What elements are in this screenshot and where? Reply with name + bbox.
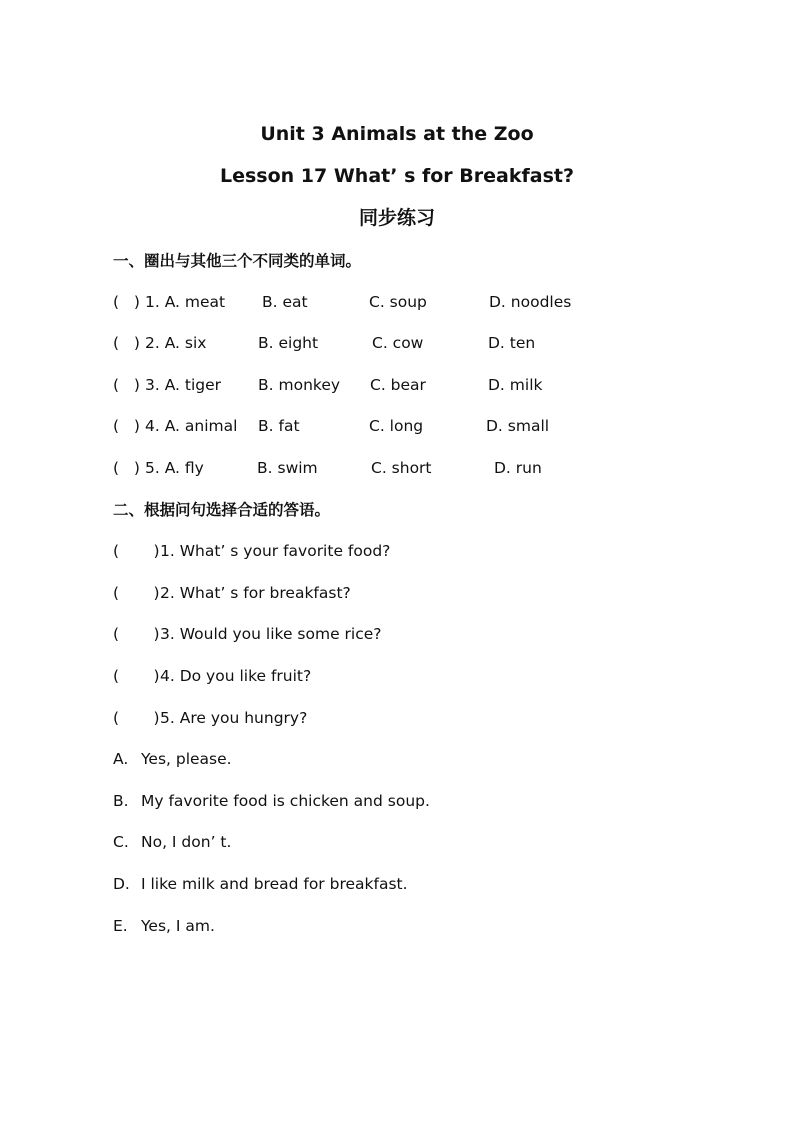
- question-option-d: D. milk: [488, 376, 543, 394]
- question-option-c: C. bear: [370, 376, 426, 394]
- answer-bracket[interactable]: ( ): [113, 293, 140, 311]
- question-option-c: C. cow: [372, 334, 424, 352]
- answer-option: [113, 915, 215, 937]
- question-option-b: B. eat: [262, 293, 308, 311]
- question-option-c: C. soup: [369, 293, 427, 311]
- answer-letter: E.: [113, 917, 128, 935]
- question-option-a: 1. A. meat: [145, 293, 226, 311]
- question-option-a: 4. A. animal: [145, 417, 238, 435]
- question-option-b: B. eight: [258, 334, 319, 352]
- answer-bracket[interactable]: ( ): [113, 376, 140, 394]
- section2-heading: 二、根据问句选择合适的答语。: [113, 501, 331, 519]
- question-option-d: D. noodles: [489, 293, 572, 311]
- section2-question: [113, 582, 351, 604]
- question-option-d: D. run: [494, 459, 542, 477]
- answer-option: [113, 790, 430, 812]
- question-option-a: 3. A. tiger: [145, 376, 222, 394]
- section2-question: [113, 665, 312, 687]
- question-option-b: B. swim: [257, 459, 318, 477]
- question-option-b: B. fat: [258, 417, 300, 435]
- answer-option: [113, 748, 232, 770]
- answer-letter: D.: [113, 875, 130, 893]
- unit-title: Unit 3 Animals at the Zoo: [260, 123, 534, 145]
- section1-question: [113, 332, 536, 354]
- question-option-d: D. ten: [488, 334, 536, 352]
- section2-question: [113, 707, 308, 729]
- answer-option: [113, 873, 408, 895]
- question-option-c: C. long: [369, 417, 424, 435]
- question-text: 4. Do you like fruit?: [160, 667, 312, 685]
- question-option-c: C. short: [371, 459, 432, 477]
- section1-question: [113, 291, 572, 313]
- answer-text: I like milk and bread for breakfast.: [141, 875, 408, 893]
- section2-question: [113, 540, 391, 562]
- answer-bracket[interactable]: ( ): [113, 417, 140, 435]
- answer-text: Yes, I am.: [141, 917, 215, 935]
- answer-text: Yes, please.: [141, 750, 232, 768]
- answer-bracket[interactable]: ( ): [113, 459, 140, 477]
- answer-bracket[interactable]: ( ): [113, 709, 160, 727]
- answer-bracket[interactable]: ( ): [113, 667, 160, 685]
- question-option-d: D. small: [486, 417, 550, 435]
- answer-text: My favorite food is chicken and soup.: [141, 792, 430, 810]
- answer-letter: C.: [113, 833, 129, 851]
- section1-question: [113, 374, 543, 396]
- answer-bracket[interactable]: ( ): [113, 542, 160, 560]
- question-option-a: 2. A. six: [145, 334, 207, 352]
- answer-bracket[interactable]: ( ): [113, 584, 160, 602]
- question-text: 3. Would you like some rice?: [160, 625, 382, 643]
- answer-letter: A.: [113, 750, 129, 768]
- answer-text: No, I don’ t.: [141, 833, 232, 851]
- worksheet-subtitle: 同步练习: [358, 207, 435, 229]
- answer-option: [113, 831, 232, 853]
- section1-question: [113, 457, 542, 479]
- answer-letter: B.: [113, 792, 129, 810]
- question-text: 1. What’ s your favorite food?: [160, 542, 391, 560]
- question-text: 2. What’ s for breakfast?: [160, 584, 351, 602]
- section1-question: [113, 415, 550, 437]
- question-option-a: 5. A. fly: [145, 459, 204, 477]
- question-text: 5. Are you hungry?: [160, 709, 308, 727]
- section1-heading: 一、圈出与其他三个不同类的单词。: [113, 252, 362, 270]
- question-option-b: B. monkey: [258, 376, 341, 394]
- answer-bracket[interactable]: ( ): [113, 334, 140, 352]
- section2-question: [113, 623, 382, 645]
- lesson-title: Lesson 17 What’ s for Breakfast?: [219, 165, 574, 187]
- answer-bracket[interactable]: ( ): [113, 625, 160, 643]
